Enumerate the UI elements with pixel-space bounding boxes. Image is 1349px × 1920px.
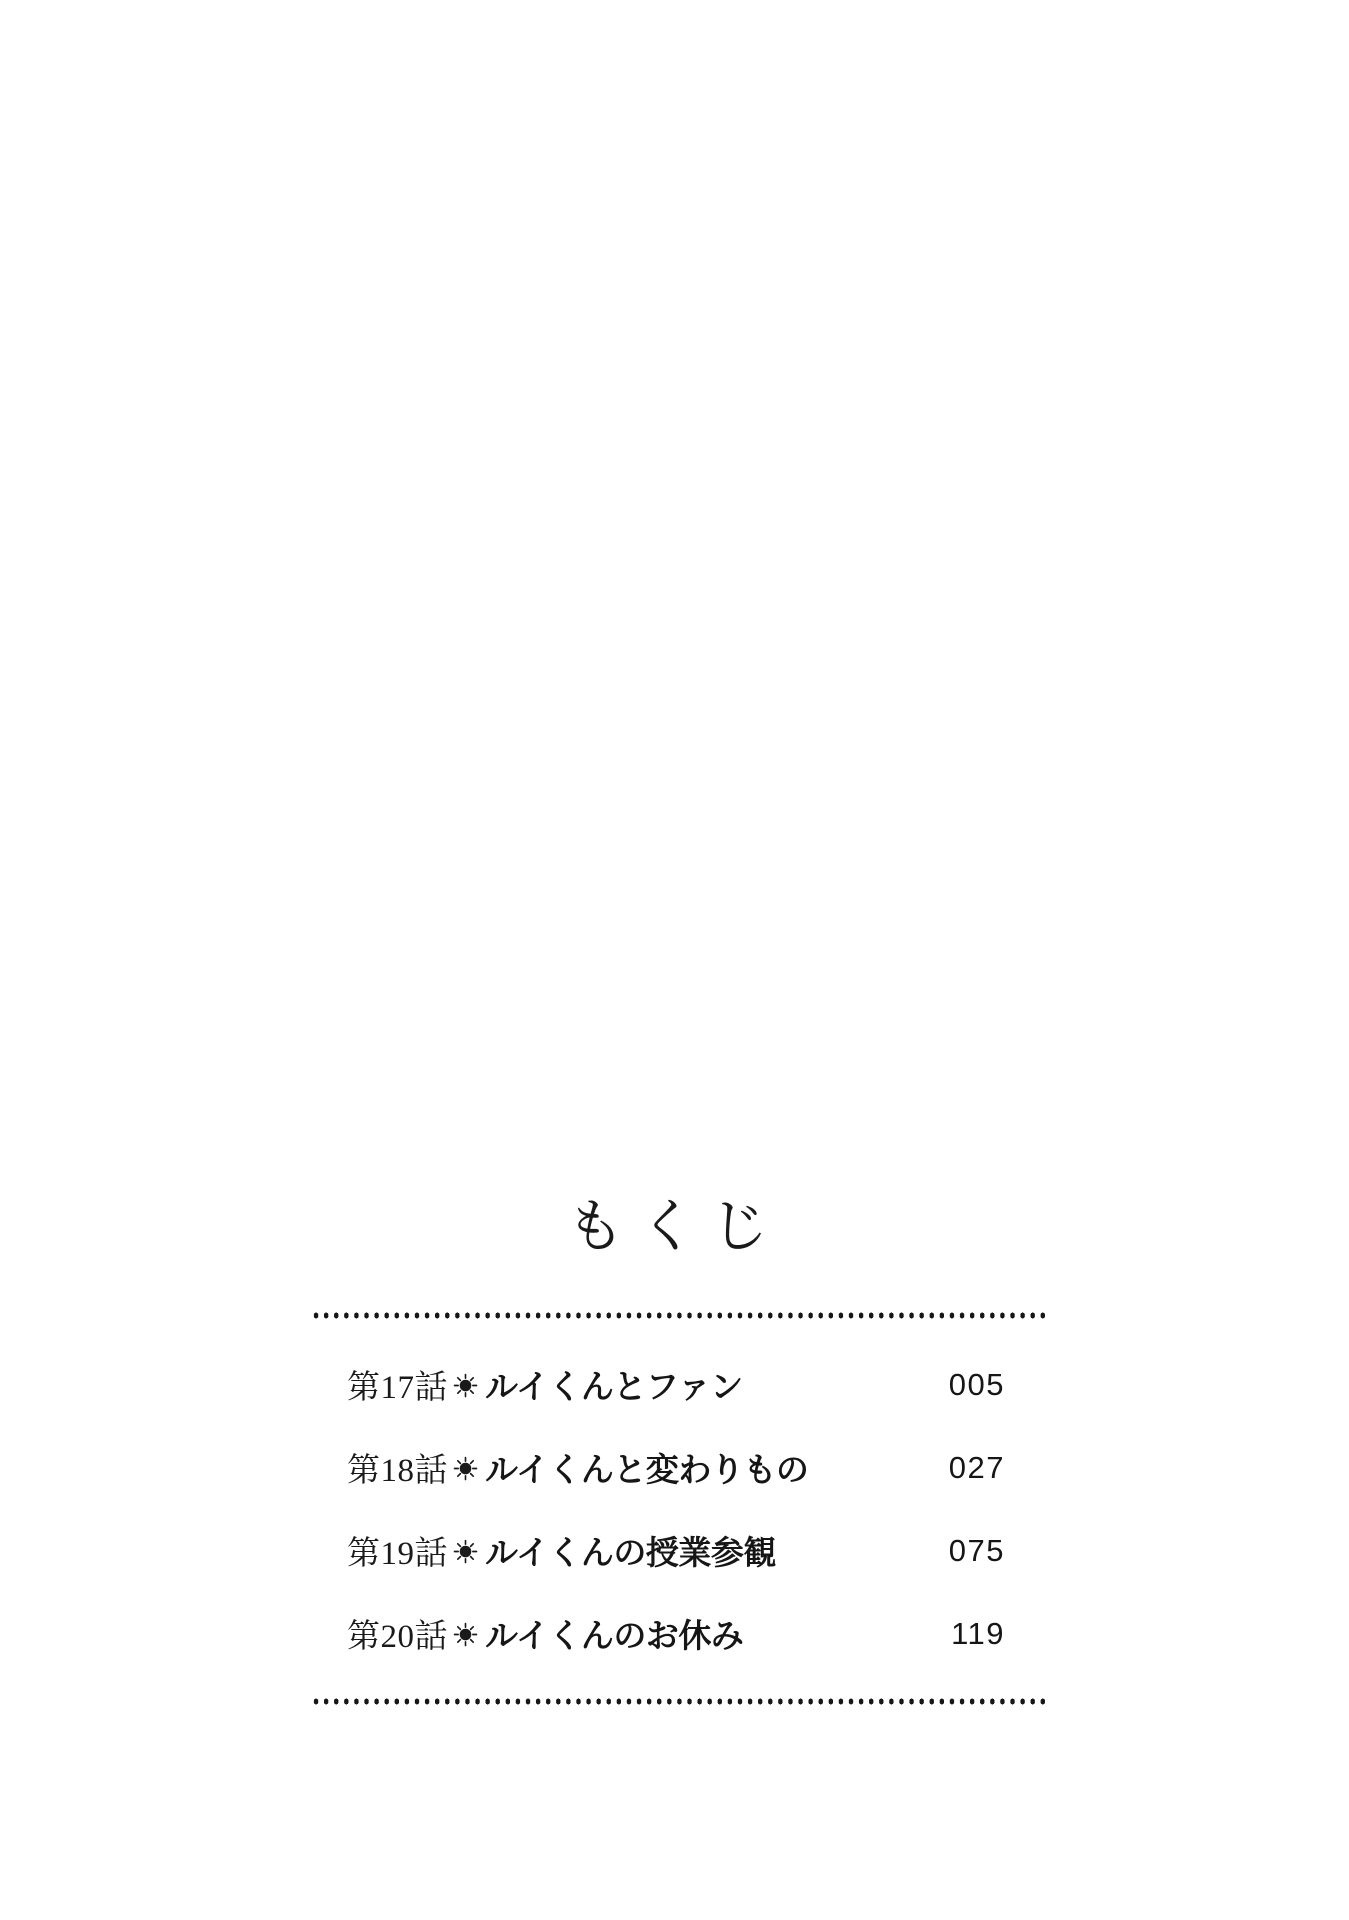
entry-label <box>347 1610 743 1657</box>
entry-page-number: 005 <box>948 1366 1005 1402</box>
entry-title: ルイくんのお休み <box>485 1616 744 1655</box>
dotted-divider-top <box>311 1312 1049 1319</box>
entry-title: ルイくんと変わりもの <box>485 1450 809 1489</box>
sun-icon <box>452 1372 479 1399</box>
entry-chapter-label: 第20話 <box>347 1619 448 1655</box>
toc-page-title: もくじ <box>566 1194 783 1259</box>
entry-label <box>347 1361 743 1408</box>
entry-chapter-label: 第18話 <box>347 1453 448 1489</box>
toc-entry-list <box>311 1343 1049 1675</box>
entry-page-number: 119 <box>951 1615 1005 1651</box>
entry-title: ルイくんとファン <box>485 1367 743 1406</box>
toc-entry <box>311 1509 1049 1592</box>
sun-icon <box>452 1538 479 1565</box>
entry-page-number: 075 <box>948 1532 1005 1568</box>
toc-entry <box>311 1426 1049 1509</box>
sun-icon <box>452 1455 479 1482</box>
entry-page-number: 027 <box>948 1449 1005 1485</box>
sun-icon <box>452 1621 479 1648</box>
entry-label <box>347 1527 776 1574</box>
entry-chapter-label: 第19話 <box>347 1536 448 1572</box>
entry-label <box>347 1444 808 1491</box>
toc-entry <box>311 1343 1049 1426</box>
dotted-divider-bottom <box>311 1698 1049 1705</box>
toc-entry <box>311 1592 1049 1675</box>
entry-chapter-label: 第17話 <box>347 1370 448 1406</box>
entry-title: ルイくんの授業参観 <box>485 1533 776 1572</box>
